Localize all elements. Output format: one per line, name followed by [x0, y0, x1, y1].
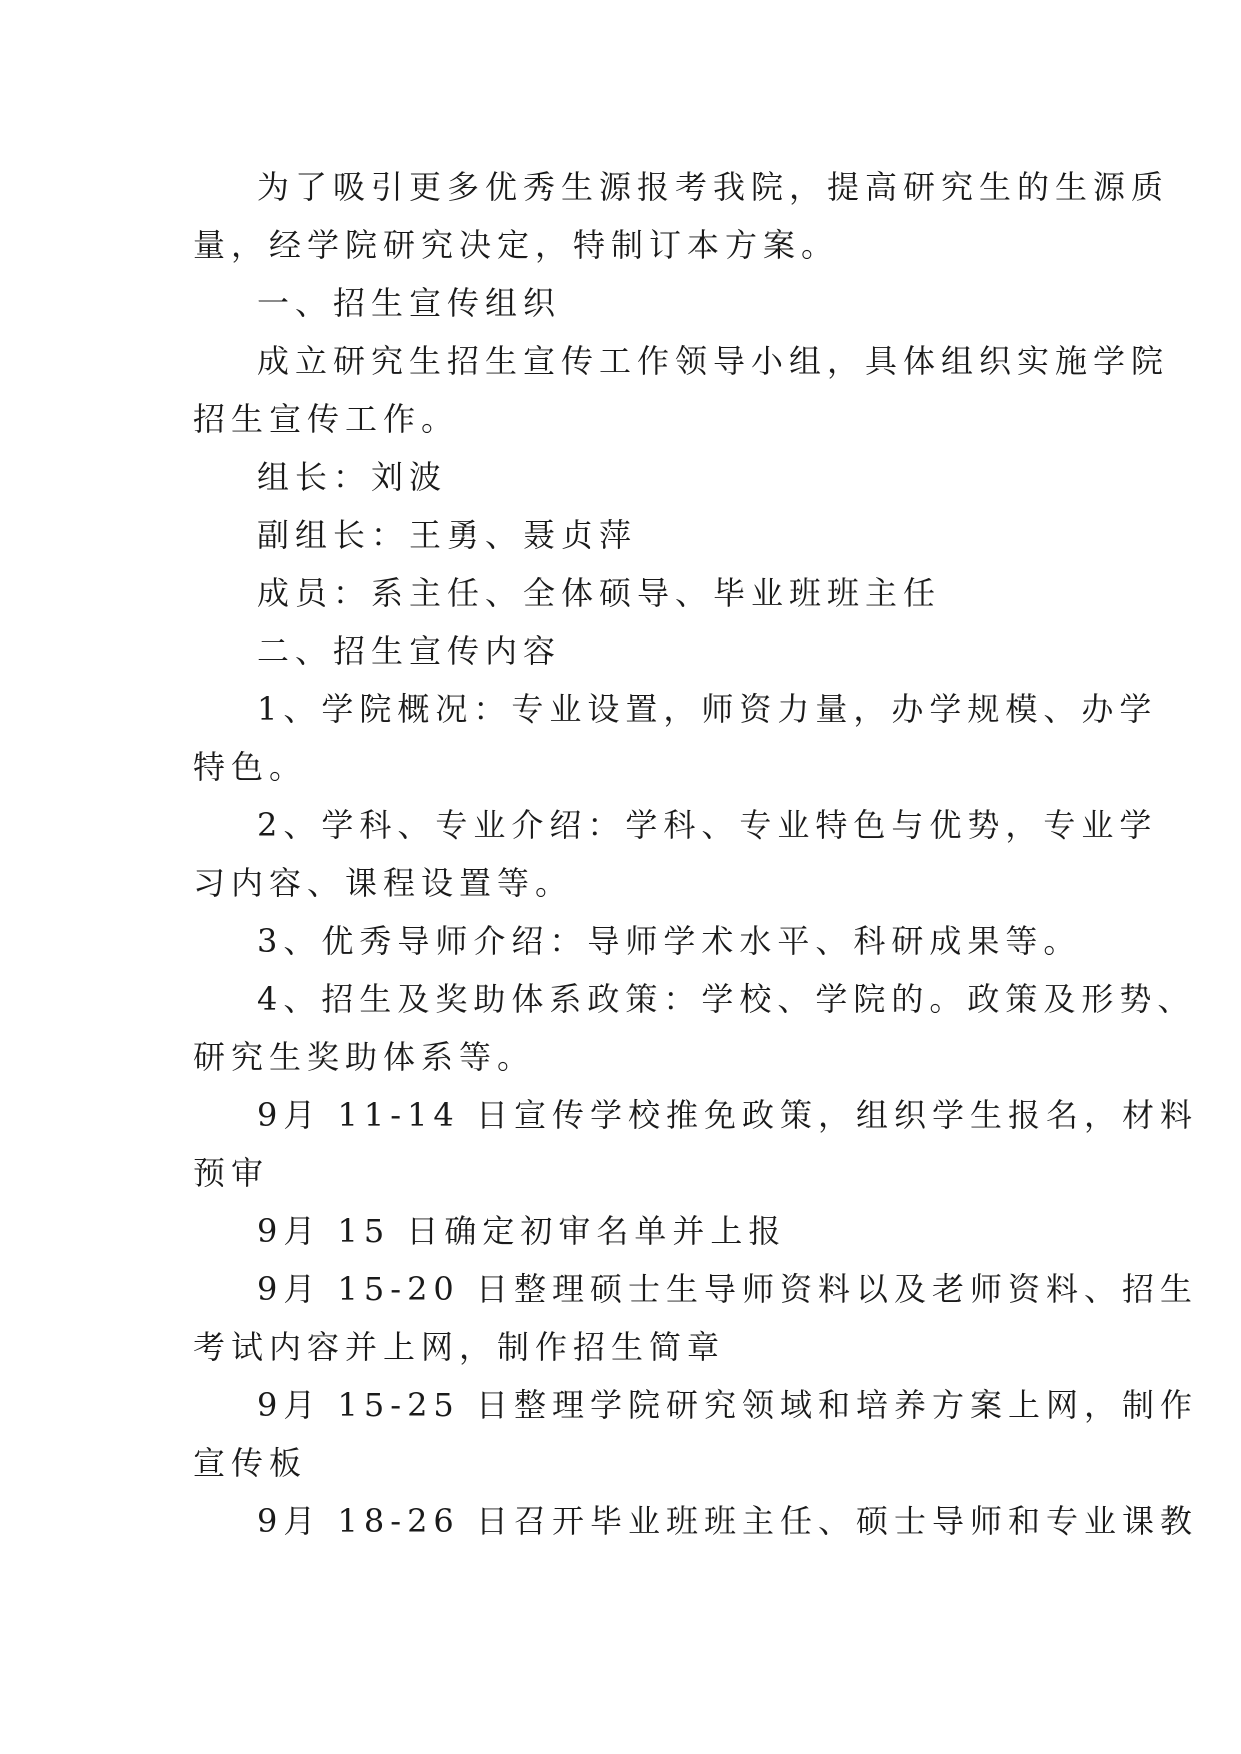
group-leader: 组长：刘波 — [257, 458, 448, 496]
paragraph-intro-line-1: 为了吸引更多优秀生源报考我院，提高研究生的生源质 — [257, 168, 1170, 206]
paragraph-intro-line-2: 量，经学院研究决定，特制订本方案。 — [193, 226, 840, 264]
paragraph-group-line-2: 招生宣传工作。 — [193, 400, 460, 438]
group-deputy-leader: 副组长：王勇、聂贞萍 — [257, 516, 638, 554]
schedule-item-1-line-2: 预审 — [193, 1154, 270, 1192]
section-heading-organization: 一、招生宣传组织 — [257, 284, 562, 322]
content-item-3: 3、优秀导师介绍：导师学术水平、科研成果等。 — [257, 922, 1082, 960]
section-heading-content: 二、招生宣传内容 — [257, 632, 562, 670]
group-members: 成员：系主任、全体硕导、毕业班班主任 — [257, 574, 942, 612]
paragraph-group-line-1: 成立研究生招生宣传工作领导小组，具体组织实施学院 — [257, 342, 1170, 380]
content-item-1-line-2: 特色。 — [193, 748, 308, 786]
document-body — [193, 158, 1198, 1550]
content-item-2-line-1: 2、学科、专业介绍：学科、专业特色与优势，专业学 — [257, 806, 1158, 844]
schedule-item-5-line-1: 9月 18-26 日召开毕业班班主任、硕士导师和专业课教 — [257, 1502, 1198, 1540]
schedule-item-4-line-1: 9月 15-25 日整理学院研究领域和培养方案上网，制作 — [257, 1386, 1198, 1424]
schedule-item-2: 9月 15 日确定初审名单并上报 — [257, 1212, 787, 1250]
schedule-item-1-line-1: 9月 11-14 日宣传学校推免政策，组织学生报名，材料 — [257, 1096, 1198, 1134]
schedule-item-3-line-1: 9月 15-20 日整理硕士生导师资料以及老师资料、招生 — [257, 1270, 1198, 1308]
content-item-2-line-2: 习内容、课程设置等。 — [193, 864, 574, 902]
content-item-1-line-1: 1、学院概况：专业设置，师资力量，办学规模、办学 — [257, 690, 1158, 728]
schedule-item-4-line-2: 宣传板 — [193, 1444, 308, 1482]
schedule-item-3-line-2: 考试内容并上网，制作招生简章 — [193, 1328, 726, 1366]
content-item-4-line-1: 4、招生及奖助体系政策：学校、学院的。政策及形势、 — [257, 980, 1196, 1018]
content-item-4-line-2: 研究生奖助体系等。 — [193, 1038, 536, 1076]
